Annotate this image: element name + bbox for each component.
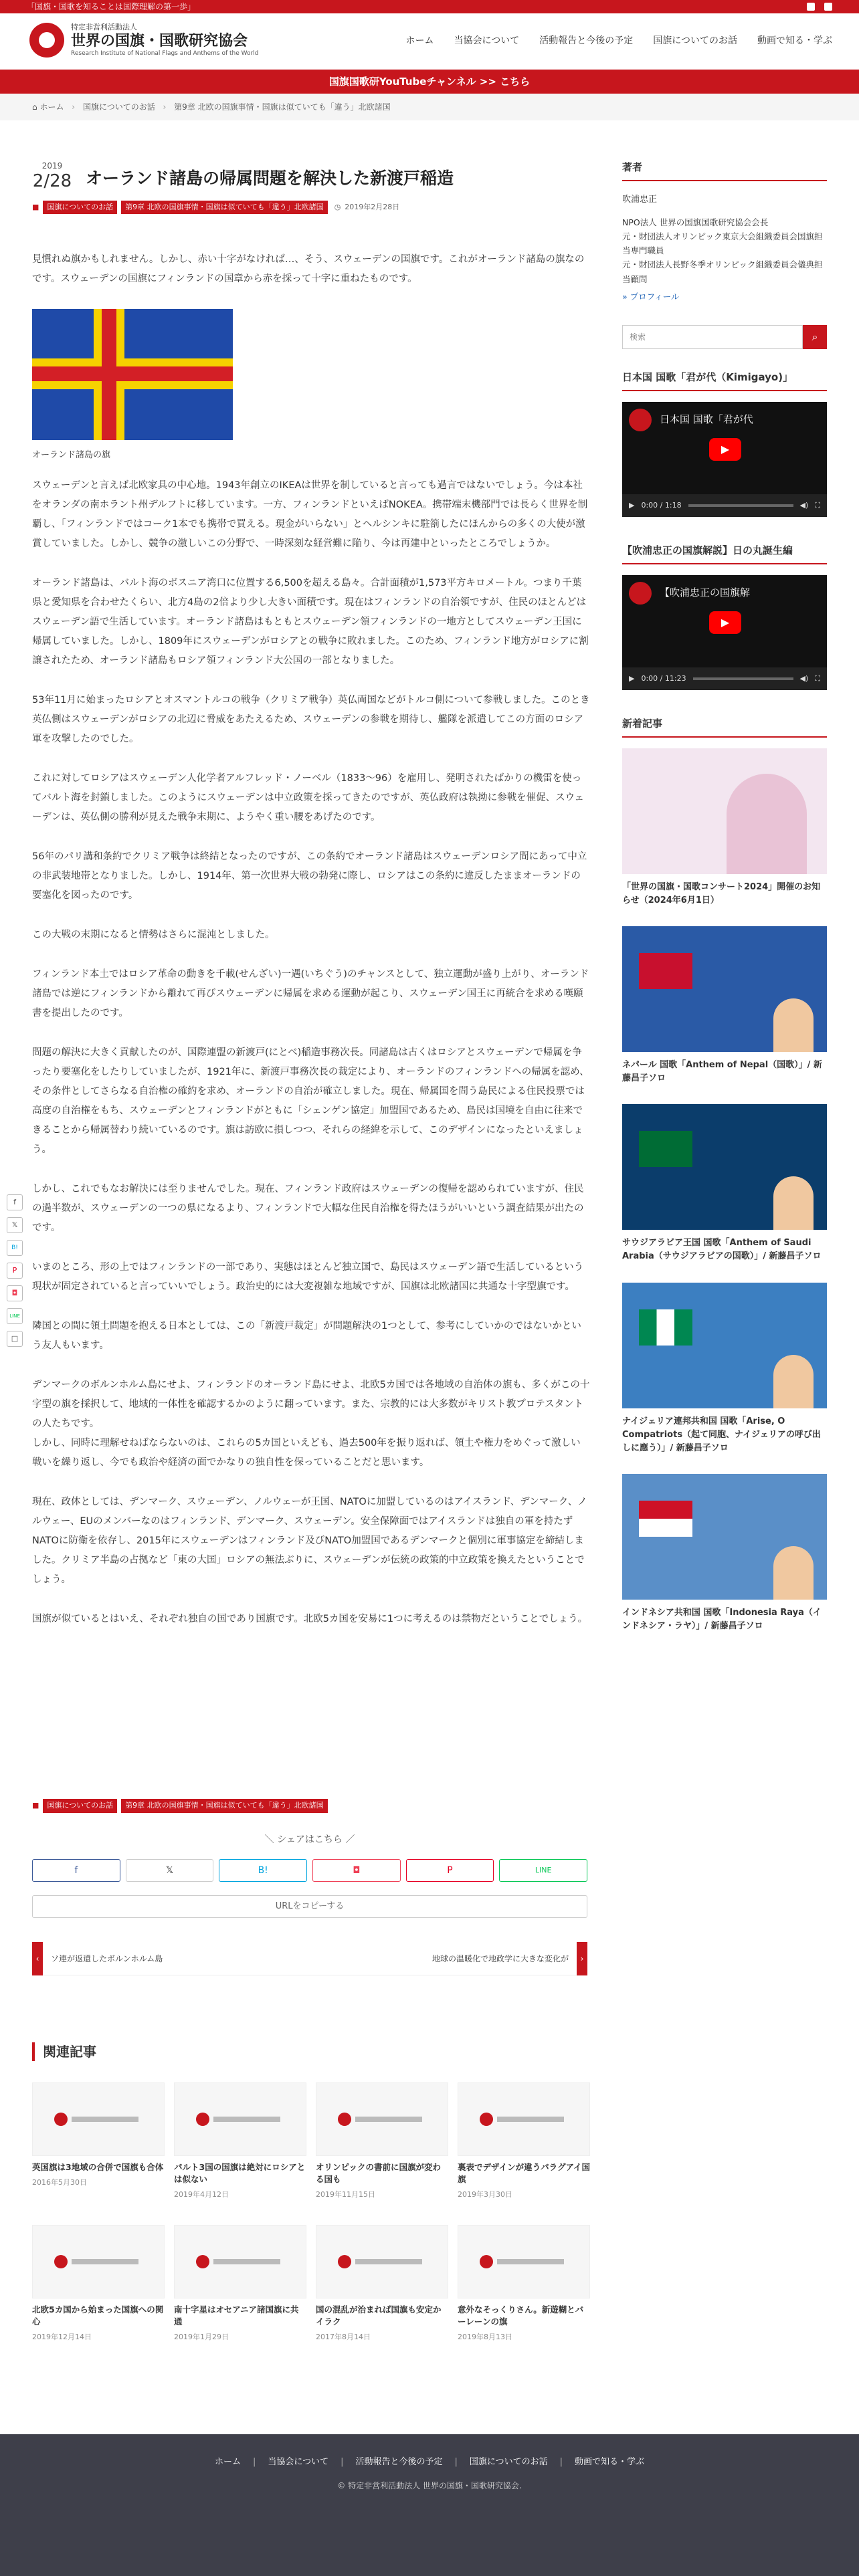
category-badge[interactable]: 第9章 北欧の国旗事情・国旗は似ていても「違う」北欧諸国: [121, 201, 328, 213]
play-small-icon[interactable]: ▶: [629, 500, 635, 510]
aland-flag-figure: [32, 309, 590, 464]
related-title: パルト3国の国旗は絶対にロシアとは似ない: [174, 2162, 306, 2185]
play-small-icon[interactable]: ▶: [629, 673, 635, 683]
news-title: サウジアラビア王国 国歌「Anthem of Saudi Arabia（サウジアラビアの国歌）」/ 新藤昌子ソロ: [622, 1238, 822, 1262]
sidebar: [622, 160, 827, 1652]
news-thumbnail: [622, 1283, 827, 1408]
global-nav: [406, 32, 832, 50]
breadcrumb: [0, 94, 859, 120]
footer-nav-videos[interactable]: 動画で知る・学ぶ: [575, 2457, 645, 2467]
progress-bar[interactable]: [688, 504, 793, 507]
channel-avatar: [629, 582, 652, 605]
post-year: 2019: [41, 161, 63, 171]
related-thumbnail: [458, 2082, 590, 2156]
breadcrumb-home[interactable]: ホーム: [39, 102, 64, 112]
nav-about[interactable]: 当協会について: [454, 35, 520, 46]
logo-en: Research Institute of National Flags and Anthems of the World: [71, 50, 259, 58]
video-time: 0:00 / 11:23: [641, 673, 686, 683]
related-post-card[interactable]: [32, 2082, 165, 2202]
author-description: NPO法人 世界の国旗国歌研究協会会長 元・財団法人オリンピック東京大会組織委員会国旗担当専門職員 元・財団法人長野冬季オリンピック組織委員会儀典担当顧問: [622, 217, 823, 284]
share-heading: ＼ シェアはこちら ／: [264, 1834, 355, 1845]
prev-post-link[interactable]: [32, 1942, 163, 1975]
pinterest-share-icon[interactable]: P: [7, 1263, 23, 1279]
fullscreen-icon[interactable]: ⛶: [815, 673, 820, 683]
floating-share-bar: [7, 1194, 23, 1347]
related-date: 2016年5月30日: [32, 2178, 87, 2187]
channel-avatar: [629, 409, 652, 431]
youtube-banner[interactable]: 国旗国歌研YouTubeチャンネル >> こちら: [0, 70, 859, 94]
copy-url-button[interactable]: URLをコピーする: [32, 1895, 587, 1918]
news-thumbnail: [622, 1104, 827, 1230]
hatena-share-button[interactable]: B!: [219, 1859, 307, 1882]
prev-post-title: ソ連が返還したボルンホルム島: [51, 1953, 163, 1963]
site-header: [0, 13, 859, 70]
video-player[interactable]: [622, 402, 827, 517]
video-controls: [622, 667, 827, 690]
related-post-card[interactable]: [458, 2082, 590, 2202]
footer-nav-activities[interactable]: 活動報告と今後の予定: [355, 2457, 443, 2467]
video-time: 0:00 / 1:18: [641, 500, 682, 510]
hatena-share-icon[interactable]: B!: [7, 1240, 23, 1256]
related-title: 裏表でデザインが違うパラグアイ国旗: [458, 2162, 591, 2185]
related-date: 2019年3月30日: [458, 2190, 512, 2199]
x-share-button[interactable]: 𝕏: [126, 1859, 214, 1882]
related-title: 意外なそっくりさん。新遊糊とバーレーンの旗: [458, 2304, 584, 2327]
footer-nav-home[interactable]: ホーム: [214, 2457, 241, 2467]
chevron-left-icon: ‹: [32, 1942, 43, 1975]
play-icon[interactable]: ▶: [709, 611, 741, 634]
next-post-title: 地球の温暖化で地政学に大きな変化が: [432, 1953, 569, 1963]
news-item[interactable]: [622, 926, 827, 1085]
related-post-card[interactable]: [458, 2225, 590, 2345]
related-title: 南十字星はオセアニア諸国旗に共通: [174, 2304, 299, 2327]
related-date: 2019年8月13日: [458, 2333, 512, 2342]
related-title: 英国旗は3地域の合併で国旗も合体: [32, 2162, 164, 2172]
news-title: ナイジェリア連邦共和国 国歌「Arise, O Compatriots（起て同胞、ナイジェリアの呼び出しに應う）」/ 新藤昌子ソロ: [622, 1416, 821, 1453]
news-title: 「世界の国旗・国歌コンサート2024」開催のお知らせ（2024年6月1日）: [622, 881, 821, 905]
related-post-card[interactable]: [316, 2225, 448, 2345]
related-thumbnail: [174, 2082, 306, 2156]
related-thumbnail: [174, 2225, 306, 2298]
body-paragraph: 国旗が似ているとはいえ、それぞれ独自の国であり国旗です。北欧5カ国を安易に1つに考えるのは禁物だということでしょう。: [32, 1614, 588, 1625]
pocket-share-button[interactable]: ◘: [312, 1859, 401, 1882]
date-box: [32, 160, 72, 191]
folder-icon: ■: [32, 202, 39, 211]
body-paragraph: デンマークのボルンホルム島にせよ、フィンランドのオーランド島にせよ、北欧5カ国では各地域の自治体の旗も、多くがこの十字型の旗を採択して、地域的一体性を確認するかのように翻っています。また、宗教的には大多数がキリスト教プロテスタントの人たちです。 しかし、同時に理解せねばならないのは、これらの5カ国といえども、過去500年を振り返れば、領土や権力をめぐって激しい戦いを繰り返し、今でも政治や経済の面でかなりの独自性を保っていることだと思います。: [32, 1380, 590, 1469]
x-share-icon[interactable]: 𝕏: [7, 1217, 23, 1233]
body-paragraph: しかし、これでもなお解決には至りませんでした。現在、フィンランド政府はスウェーデンの復帰を認められていますが、住民の過半数が、スウェーデンの一つの県になるより、フィンランドで大幅な住民自治権を得たほうがいいという調査結果が出たのです。: [32, 1184, 584, 1234]
news-item[interactable]: [622, 1104, 827, 1263]
related-thumbnail: [316, 2082, 448, 2156]
line-share-button[interactable]: LINE: [499, 1859, 587, 1882]
category-badge[interactable]: 第9章 北欧の国旗事情・国旗は似ていても「違う」北欧諸国: [121, 1799, 328, 1813]
next-post-link[interactable]: [432, 1942, 587, 1975]
body-paragraph: これに対してロシアはスウェーデン人化学者アルフレッド・ノーベル（1833〜96）を雇用し、発明されたばかりの機雷を使ってバルト海を封鎖しました。このようにスウェーデンは中立政策を採ってきたのですが、英仏政府は執拗に参戦を催促、スウェーデンは、英仏側の勝利が見えた戦争末期に、ようやく重い腰をあげたのです。: [32, 773, 585, 823]
published-date: 2019年2月28日: [345, 202, 400, 211]
related-thumbnail: [32, 2225, 165, 2298]
topbar-text: 「国旗・国歌を知ることは国際理解の第一歩」: [27, 2, 196, 11]
video-controls: [622, 494, 827, 517]
search-icon[interactable]: ⌕: [803, 325, 827, 349]
aland-flag-image: [32, 309, 233, 440]
video1-heading: 日本国 国歌「君が代（Kimigayo)」: [622, 370, 827, 391]
youtube-icon[interactable]: [807, 3, 815, 11]
related-thumbnail: [32, 2082, 165, 2156]
search-form: [622, 325, 827, 349]
related-thumbnail: [316, 2225, 448, 2298]
related-date: 2019年11月15日: [316, 2190, 375, 2199]
profile-link[interactable]: » プロフィール: [622, 291, 680, 302]
related-title: 国の混乱が治まれば国旗も安定かイラク: [316, 2304, 442, 2327]
share-buttons: [32, 1859, 587, 1882]
news-item[interactable]: [622, 1283, 827, 1455]
chevron-right-icon: ›: [577, 1942, 587, 1975]
footer-categories: [32, 1799, 328, 1813]
logo-main: 世界の国旗・国歌研究協会: [71, 32, 248, 49]
page-title: オーランド諸島の帰属問題を解決した新渡戸稲造: [86, 169, 454, 188]
body-paragraph: この大戦の末期になると情勢はさらに混沌としました。: [32, 930, 275, 941]
news-title: ネパール 国歌「Anthem of Nepal（国歌）」/ 新藤昌子ソロ: [622, 1059, 822, 1084]
home-icon: ⌂: [32, 102, 37, 112]
line-share-icon[interactable]: LINE: [7, 1308, 23, 1324]
play-icon[interactable]: ▶: [709, 438, 741, 461]
news-item[interactable]: [622, 748, 827, 907]
related-date: 2017年8月14日: [316, 2333, 371, 2342]
topbar-sns: [807, 0, 832, 11]
footer-nav-about[interactable]: 当協会について: [268, 2457, 329, 2467]
news-thumbnail: [622, 1474, 827, 1600]
video2-heading: 【吹浦忠正の国旗解説】日の丸誕生編: [622, 544, 827, 564]
nav-videos[interactable]: 動画で知る・学ぶ: [757, 35, 832, 46]
related-thumbnail: [458, 2225, 590, 2298]
slash-icon: ＼: [264, 1834, 274, 1845]
facebook-share-icon[interactable]: f: [7, 1194, 23, 1210]
news-heading: 新着記事: [622, 717, 827, 738]
body-paragraph: 問題の解決に大きく貢献したのが、国際連盟の新渡戸(にとべ)稲造事務次長。同諸島は古くはロシアとスウェーデンで帰属を争ったり要塞化をしたりしていましたが、1921年に、新渡戸事務次長の裁定により、オーランドのフィンランドへの帰属を認め、その条件としてさらなる自治権の確約を求め、オーランドの自治が確立しました。現在、帰属国を問う島民による住民投票では高度の自治権をもち、スウェーデンとフィンランドがともに「シェンゲン協定」加盟国であるため、島民は国境を自由に往来できることから帰属替わり続いているのです。旗は訪欧に損しつつ、それらの経緯を示して、このデザインになったといえましょう。: [32, 1047, 589, 1156]
figure-caption: オーランド諸島の旗: [32, 450, 111, 461]
news-thumbnail: [622, 748, 827, 874]
nav-home[interactable]: ホーム: [405, 35, 434, 46]
logo-mark-icon: [29, 23, 64, 58]
related-post-card[interactable]: [316, 2082, 448, 2202]
breadcrumb-category[interactable]: 国旗についてのお話: [82, 102, 155, 112]
related-post-card[interactable]: [174, 2082, 306, 2202]
chevron-right-icon: ›: [72, 102, 76, 112]
chevron-right-icon: ›: [163, 102, 167, 112]
copy-link-icon[interactable]: □: [7, 1331, 23, 1347]
body-paragraph: いまのところ、形の上ではフィンランドの一部であり、実態はほとんど独立国で、島民はスウェーデン語で生活しているという現状が固定されていると言っていいでしょう。政治史的には大変複雑な地域ですが、国旗は北欧諸国に共通な十字型旗です。: [32, 1262, 584, 1293]
footer-nav-flag-stories[interactable]: 国旗についてのお話: [469, 2457, 548, 2467]
body-paragraph: 53年11月に始まったロシアとオスマントルコの戦争（クリミア戦争）英仏両国などがトルコ側について参戦しました。このとき英仏側はスウェーデンがロシアの北辺に脅威をあたえるため、スウェーデンの参戦を期待し、艦隊を派遣してこの方面のロシア軍を攻撃したのでした。: [32, 695, 590, 745]
post-pager: [32, 1942, 587, 1975]
nav-flag-stories[interactable]: 国旗についてのお話: [653, 35, 737, 46]
intro-paragraph: 見慣れぬ旗かもしれません。しかし、赤い十字がなければ…、そう、スウェーデンの国旗です。これがオーランド諸島の旗なのです。スウェーデンの国旗にフィンランドの国章から赤を採って十字に重ねたものです。: [32, 254, 585, 285]
nav-activities[interactable]: 活動報告と今後の予定: [539, 35, 634, 46]
clock-icon: ◷: [334, 202, 341, 211]
related-date: 2019年4月12日: [174, 2190, 229, 2199]
related-posts: [32, 2082, 590, 2345]
author-name: 吹浦忠正: [622, 195, 658, 205]
fullscreen-icon[interactable]: ⛶: [815, 500, 820, 510]
pocket-share-icon[interactable]: ◘: [7, 1285, 23, 1301]
post-content: [32, 250, 590, 1629]
breadcrumb-chapter[interactable]: 第9章 北欧の国旗事情・国旗は似ていても「違う」北欧諸国: [174, 102, 391, 112]
logo-sub: 特定非営利活動法人: [71, 23, 137, 31]
site-footer: [0, 2434, 859, 2576]
related-date: 2019年1月29日: [174, 2333, 229, 2342]
related-title: 北欧5カ国から始まった国旗への関心: [32, 2304, 164, 2327]
folder-icon: ■: [32, 1801, 39, 1810]
site-logo[interactable]: [29, 23, 258, 58]
slash-icon: ／: [345, 1834, 355, 1845]
search-input[interactable]: [622, 325, 803, 349]
related-date: 2019年12月14日: [32, 2333, 92, 2342]
related-title: オリンピックの書前に国旗が変わる国も: [316, 2162, 442, 2185]
facebook-share-button[interactable]: f: [32, 1859, 120, 1882]
body-paragraph: オーランド諸島は、バルト海のボスニア湾口に位置する6,500を超える島々。合計面積が1,573平方キロメートル。つまり千葉県と愛知県を合わせたくらい、北方4島の2倍より少し大きい面積です。現在はフィンランドの自治領ですが、住民のほとんどはスウェーデン語で生活しています。オーランド諸島はもともとスウェーデン領フィンランドの一地方としてスウェーデン王国に帰属していました。しかし、1809年にスウェーデンがロシアとの戦争に敗れました。このため、フィンランド地方がロシアに割譲されたため、オーランド諸島もロシア領フィンランド大公国の一部となりました。: [32, 578, 589, 667]
video-title: 日本国 国歌「君が代: [660, 413, 753, 425]
body-paragraph: フィンランド本土ではロシア革命の動きを千載(せんざい)一遇(いちぐう)のチャンスとして、独立運動が盛り上がり、オーランド諸島では逆にフィンランドから離れて再びスウェーデンに帰属を求める運動が起こり、スウェーデン国王に再統合を求める嘆願書を提出したのです。: [32, 969, 589, 1019]
topbar: [0, 0, 859, 13]
progress-bar[interactable]: [693, 677, 793, 680]
x-icon[interactable]: [824, 3, 832, 11]
body-paragraph: 隣国との間に領土問題を抱える日本としては、この「新渡戸裁定」が問題解決の1つとして、参考にしていかのではないかという友人もいます。: [32, 1321, 581, 1352]
author-heading: 著者: [622, 160, 827, 181]
news-thumbnail: [622, 926, 827, 1052]
related-post-card[interactable]: [174, 2225, 306, 2345]
related-heading: 関連記事: [32, 2042, 96, 2061]
video-title: 【吹浦忠正の国旗解: [660, 586, 751, 599]
category-badge[interactable]: 国旗についてのお話: [43, 201, 117, 213]
volume-icon[interactable]: ◀): [799, 673, 809, 683]
news-item[interactable]: [622, 1474, 827, 1633]
body-paragraph: スウェーデンと言えば北欧家具の中心地。1943年創立のIKEAは世界を制していると言っても過言ではないでしょう。今は本社をオランダの南ホラント州デルフトに移しています。一方、フィンランドといえばNOKEA。携帯端末機部門では長らく世界を制覇し、「フィンランドではコーク1本でも携帯で買える。現金がいらない」とヘルシンキに駐箚したにほんからの多くの大使が激賞していました。しかし、競争の激しいこの分野で、一時深刻な経営難に陥り、今は再建中といったところでしょうか。: [32, 480, 588, 550]
footer-nav: ホーム | 当協会について | 活動報告と今後の予定 | 国旗についてのお話 | 動画で知る・学ぶ: [0, 2454, 859, 2471]
volume-icon[interactable]: ◀): [799, 500, 809, 510]
post-monthday: 2/28: [32, 171, 72, 191]
video-player[interactable]: [622, 575, 827, 690]
body-paragraph: 現在、政体としては、デンマーク、スウェーデン、ノルウェーが王国、NATOに加盟しているのはアイスランド、デンマーク、ノルウェー、EUのメンバーなのはフィンランド、デンマーク、スウェーデン。安全保障面ではアイスランドは独自の軍を持たずNATOに防衛を依存し、2015年にスウェーデンはフィンランド及びNATO加盟国であるデンマークと個別に軍事協定を締結しました。クリミア半島の占拠など「東の大国」ロシアの無法ぶりに、スウェーデンが伝統の政策的中立政策を換えたということでしょう。: [32, 1497, 587, 1586]
article: [32, 160, 590, 1649]
news-title: インドネシア共和国 国歌「Indonesia Raya（インドネシア・ラヤ）」/ 新藤昌子ソロ: [622, 1607, 822, 1632]
pinterest-share-button[interactable]: P: [406, 1859, 494, 1882]
copyright: © 特定非営利活動法人 世界の国旗・国歌研究協会.: [337, 2481, 522, 2490]
related-post-card[interactable]: [32, 2225, 165, 2345]
body-paragraph: 56年のパリ講和条約でクリミア戦争は終結となったのですが、この条約でオーランド諸島はスウェーデンロシア間にあって中立の非武装地帯となりました。しかし、1914年、第一次世界大戦の勃発に際し、ロシアはこの条約に違反したままオーランドの要塞化を図ったのです。: [32, 851, 587, 901]
category-badge[interactable]: 国旗についてのお話: [43, 1799, 117, 1813]
post-meta: [32, 201, 590, 215]
